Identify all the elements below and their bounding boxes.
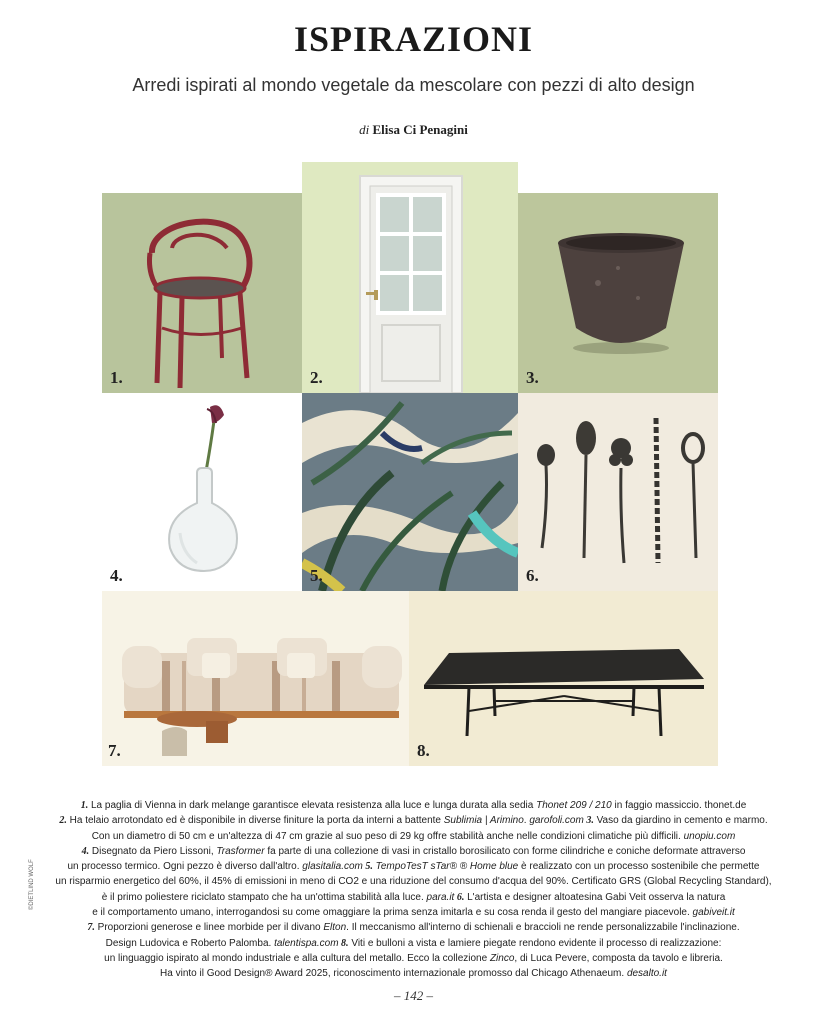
tile-number: 6. xyxy=(526,566,539,585)
byline xyxy=(0,122,827,138)
caption-line: 1. La paglia di Vienna in dark melange garantisce elevata resistenza alla luce e lunga durata alla sedia Thonet 209 / 210 in faggio massiccio. thonet.de xyxy=(80,800,747,811)
sofa-image xyxy=(102,591,409,766)
caption-link: talentispa.com xyxy=(274,937,339,949)
chair-image xyxy=(102,193,302,393)
tile-number: 3. xyxy=(526,368,539,387)
table-image xyxy=(409,591,718,766)
tile-table xyxy=(409,591,718,766)
caption-line: e il comportamento umano, interrogandosi su come omaggiare la prima senza imitarla e su cosa renda il gesto del mangiare piacevole. gabiveit.it xyxy=(92,907,735,919)
caption-link: garofoli.com xyxy=(529,815,584,827)
fabric-image xyxy=(302,393,518,591)
page-subtitle: Arredi ispirati al mondo vegetale da mescolare con pezzi di alto design xyxy=(132,75,695,95)
planter-image xyxy=(518,193,718,393)
tile-planter xyxy=(518,193,718,393)
caption-line: 4. Disegnato da Piero Lissoni, Trasformer fa parte di una collezione di vasi in cristallo borosilicato con forme cilindriche e coniche deformate attraverso xyxy=(81,845,746,857)
caption-line: 2. Ha telaio arrotondato ed è disponibile in diverse finiture la porta da interni a battente Sublimia | Arimino. garofoli.com 3. Vaso da giardino in cemento e marmo. xyxy=(59,815,768,827)
caption-link: gabiveit.it xyxy=(692,907,735,919)
tile-number: 1. xyxy=(110,368,123,387)
caption-line: un risparmio energetico del 60%, il 45% di emissioni in meno di CO2 e una riduzione del consumo d'acqua del 90%. Certificato GRS (Global Recycling Standard), xyxy=(55,876,772,888)
caption-line: un linguaggio ispirato al mondo industriale e alla cultura del metallo. Ecco la collezione Zinco, di Luca Pevere, composta da tavolo e libreria. xyxy=(104,952,723,964)
page-title: ISPIRAZIONI xyxy=(293,19,534,59)
tile-sofa xyxy=(102,591,409,766)
tile-number: 8. xyxy=(417,741,430,760)
tile-vase xyxy=(102,393,302,591)
caption-line: Con un diametro di 50 cm e un'altezza di 47 cm grazie al suo peso di 29 kg offre stabilità anche nelle condizioni climatiche più difficili. unopiu.com xyxy=(91,830,736,842)
caption-link: desalto.it xyxy=(626,968,667,980)
door-image xyxy=(302,162,518,393)
captions xyxy=(36,798,791,982)
vase-image xyxy=(102,393,302,591)
photo-credit: ©DIETLIND WOLF xyxy=(29,859,35,910)
tile-chair xyxy=(102,193,302,393)
cutlery-image xyxy=(518,393,718,591)
page-number: – 142 – xyxy=(394,988,433,1003)
tile-number: 4. xyxy=(110,566,123,585)
caption-link: glasitalia.com xyxy=(302,861,363,873)
author-name: Elisa Ci Penagini xyxy=(372,122,468,137)
tile-door xyxy=(302,162,518,393)
caption-link: unopiu.com xyxy=(683,830,736,842)
caption-line: Ha vinto il Good Design® Award 2025, riconoscimento internazionale promosso dal Chicago Athenaeum. desalto.it xyxy=(160,968,667,980)
tile-cutlery xyxy=(518,393,718,591)
byline-prefix: di xyxy=(359,122,370,137)
tile-number: 2. xyxy=(310,368,323,387)
caption-line: è il primo poliestere riciclato stampato che ha un'ottima stabilità alla luce. para.it 6. L'artista e designer altoatesina Gabi Veit osserva la natura xyxy=(101,891,726,903)
caption-line: un processo termico. Ogni pezzo è diverso dall'altro. glasitalia.com 5. TempoTesT sTar® ® Home blue è realizzato con un processo sostenibile che permette xyxy=(67,861,760,873)
caption-line: 7. Proporzioni generose e linee morbide per il divano Elton. Il meccanismo all'interno di schienali e braccioli ne rende personalizzabile l'inclinazione. xyxy=(87,922,740,934)
caption-link: para.it xyxy=(426,891,455,903)
tile-number: 7. xyxy=(108,741,121,760)
tile-fabric xyxy=(302,393,518,591)
caption-line: Design Ludovica e Roberto Palomba. talentispa.com 8. Viti e bulloni a vista e lamiere piegate rendono evidente il processo di realizzazione: xyxy=(105,937,722,949)
tile-number: 5. xyxy=(310,566,323,585)
